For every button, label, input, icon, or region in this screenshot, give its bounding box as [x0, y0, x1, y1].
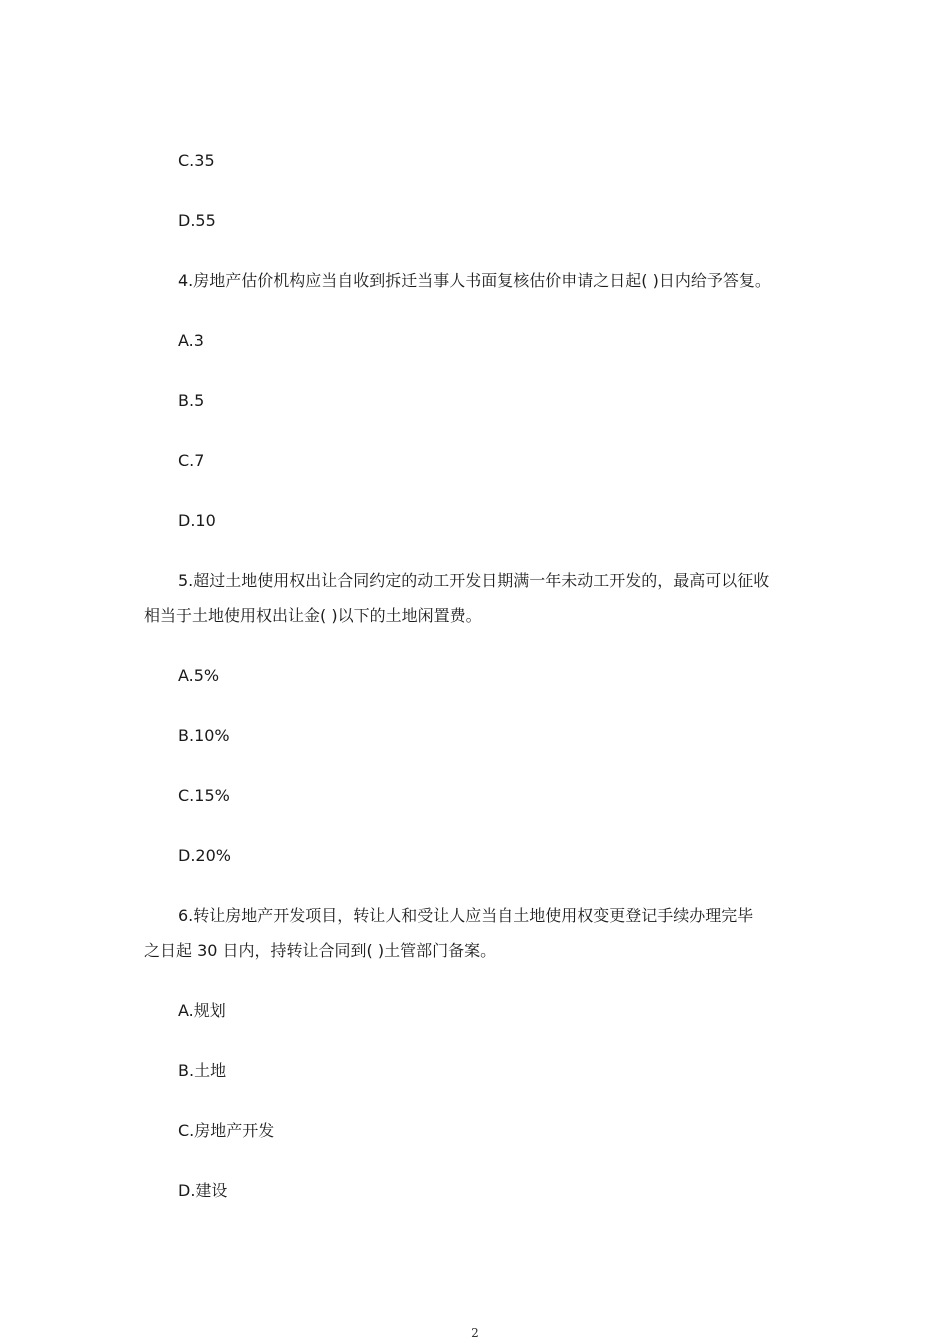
question-5-text-line2: 相当于土地使用权出让金( )以下的土地闲置费。 — [144, 606, 482, 625]
question-6-text-line1: 6.转让房地产开发项目，转让人和受让人应当自土地使用权变更登记手续办理完毕 — [178, 906, 754, 925]
page-number: 2 — [471, 1326, 479, 1340]
option-c: C.7 — [178, 451, 205, 470]
option-b: B.10% — [178, 726, 230, 745]
question-5-text-line1: 5.超过土地使用权出让合同约定的动工开发日期满一年未动工开发的，最高可以征收 — [178, 571, 770, 590]
option-d: D.55 — [178, 211, 216, 230]
option-a: A.规划 — [178, 1001, 226, 1020]
option-d: D.10 — [178, 511, 216, 530]
option-a: A.5% — [178, 666, 220, 685]
option-d: D.建设 — [178, 1181, 228, 1200]
option-b: B.5 — [178, 391, 205, 410]
option-d: D.20% — [178, 846, 231, 865]
option-c: C.35 — [178, 151, 215, 170]
option-c: C.15% — [178, 786, 230, 805]
question-6-text-line2: 之日起 30 日内，持转让合同到( )土管部门备案。 — [144, 941, 497, 960]
option-b: B.土地 — [178, 1061, 227, 1080]
option-a: A.3 — [178, 331, 204, 350]
option-c: C.房地产开发 — [178, 1121, 275, 1140]
question-4-text: 4.房地产估价机构应当自收到拆迁当事人书面复核估价申请之日起( )日内给予答复。 — [178, 271, 771, 290]
